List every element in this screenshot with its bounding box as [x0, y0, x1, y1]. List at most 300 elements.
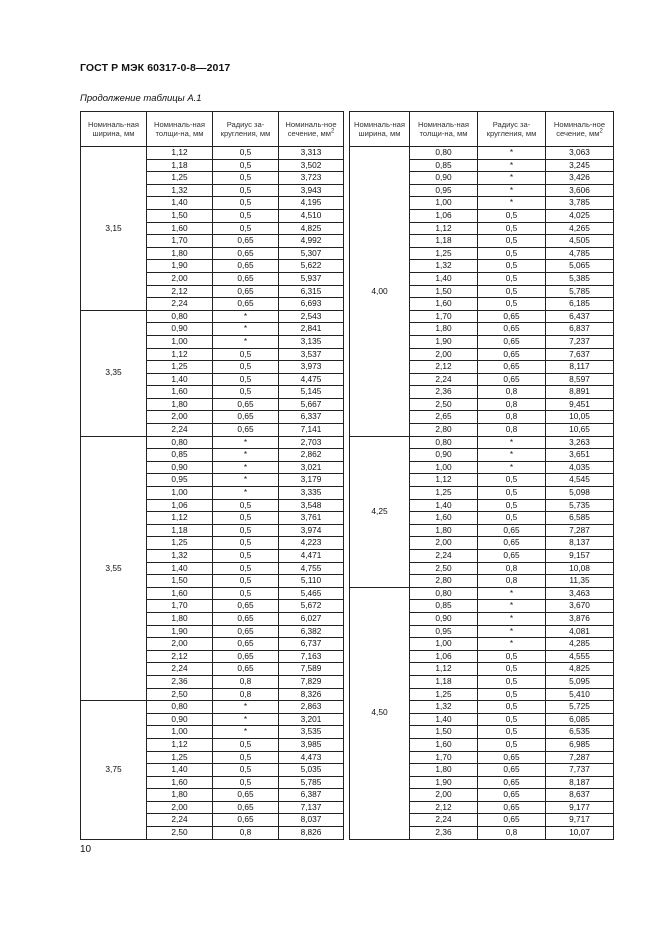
thickness-cell: 1,90 — [410, 776, 478, 789]
column-gap — [344, 612, 350, 625]
thickness-cell: 1,25 — [147, 537, 213, 550]
radius-cell: 0,5 — [478, 650, 546, 663]
table-row — [81, 575, 614, 588]
table-row — [81, 197, 614, 210]
radius-cell: 0,5 — [478, 512, 546, 525]
section-cell: 5,672 — [279, 600, 344, 613]
radius-cell: * — [478, 172, 546, 185]
column-gap — [344, 361, 350, 374]
table-row — [81, 751, 614, 764]
section-cell: 6,387 — [279, 789, 344, 802]
section-cell: 5,785 — [279, 776, 344, 789]
radius-cell: 0,65 — [478, 814, 546, 827]
radius-cell: 0,8 — [478, 424, 546, 437]
radius-cell: 0,5 — [478, 738, 546, 751]
thickness-cell: 1,12 — [410, 222, 478, 235]
radius-cell: 0,8 — [213, 675, 279, 688]
section-cell: 5,385 — [546, 272, 614, 285]
table-row — [81, 361, 614, 374]
nominal-width-cell: 4,25 — [350, 436, 410, 587]
table-row — [81, 726, 614, 739]
section-cell: 3,537 — [279, 348, 344, 361]
section-cell: 3,135 — [279, 335, 344, 348]
section-cell: 4,755 — [279, 562, 344, 575]
section-cell: 4,545 — [546, 474, 614, 487]
table-row — [81, 247, 614, 260]
table-row — [81, 411, 614, 424]
column-gap — [344, 285, 350, 298]
section-cell: 6,382 — [279, 625, 344, 638]
thickness-cell: 2,24 — [147, 298, 213, 311]
radius-cell: 0,65 — [478, 524, 546, 537]
section-cell: 5,735 — [546, 499, 614, 512]
radius-cell: * — [478, 159, 546, 172]
table-row — [81, 424, 614, 437]
thickness-cell: 0,90 — [147, 323, 213, 336]
radius-cell: 0,8 — [478, 386, 546, 399]
radius-cell: 0,65 — [478, 550, 546, 563]
header-row — [81, 112, 614, 147]
column-gap — [344, 562, 350, 575]
section-cell: 4,285 — [546, 638, 614, 651]
section-cell: 8,187 — [546, 776, 614, 789]
radius-cell: 0,65 — [213, 638, 279, 651]
thickness-cell: 0,85 — [410, 159, 478, 172]
header-section: Номиналь-ное сечение, $мм^2$ — [279, 112, 344, 147]
section-cell: 2,863 — [279, 701, 344, 714]
radius-cell: 0,65 — [213, 272, 279, 285]
radius-cell: 0,65 — [478, 335, 546, 348]
radius-cell: 0,65 — [213, 285, 279, 298]
table-row — [81, 550, 614, 563]
thickness-cell: 0,80 — [410, 436, 478, 449]
header-radius: Радиус за-кругления, мм — [478, 112, 546, 147]
thickness-cell: 1,32 — [410, 701, 478, 714]
radius-cell: * — [478, 600, 546, 613]
table-row — [81, 260, 614, 273]
header-width: Номиналь-ная ширина, мм — [81, 112, 147, 147]
radius-cell: * — [213, 335, 279, 348]
radius-cell: * — [213, 487, 279, 500]
radius-cell: * — [478, 612, 546, 625]
table-row — [81, 562, 614, 575]
section-cell: 5,307 — [279, 247, 344, 260]
radius-cell: * — [478, 461, 546, 474]
nominal-width-cell: 3,15 — [81, 147, 147, 311]
thickness-cell: 1,60 — [410, 512, 478, 525]
thickness-cell: 1,12 — [147, 738, 213, 751]
section-cell: 8,137 — [546, 537, 614, 550]
thickness-cell: 1,25 — [147, 361, 213, 374]
section-cell: 6,437 — [546, 310, 614, 323]
header-width: Номиналь-ная ширина, мм — [350, 112, 410, 147]
thickness-cell: 1,60 — [410, 738, 478, 751]
section-cell: 9,717 — [546, 814, 614, 827]
section-cell: 3,670 — [546, 600, 614, 613]
thickness-cell: 1,06 — [410, 209, 478, 222]
radius-cell: 0,65 — [478, 373, 546, 386]
table-row — [81, 600, 614, 613]
radius-cell: 0,65 — [213, 600, 279, 613]
radius-cell: 0,5 — [478, 713, 546, 726]
table-row — [81, 487, 614, 500]
thickness-cell: 1,60 — [147, 776, 213, 789]
thickness-cell: 1,70 — [147, 235, 213, 248]
thickness-cell: 0,90 — [410, 612, 478, 625]
radius-cell: 0,5 — [213, 147, 279, 160]
thickness-cell: 1,50 — [410, 285, 478, 298]
column-gap — [344, 675, 350, 688]
section-cell: 3,723 — [279, 172, 344, 185]
radius-cell: 0,65 — [213, 298, 279, 311]
section-cell: 3,548 — [279, 499, 344, 512]
section-cell: 3,335 — [279, 487, 344, 500]
section-cell: 3,463 — [546, 587, 614, 600]
radius-cell: 0,65 — [213, 650, 279, 663]
radius-cell: * — [478, 638, 546, 651]
table-row — [81, 827, 614, 840]
section-cell: 6,315 — [279, 285, 344, 298]
section-cell: 6,535 — [546, 726, 614, 739]
thickness-cell: 1,25 — [410, 487, 478, 500]
table-row — [81, 512, 614, 525]
section-cell: 7,637 — [546, 348, 614, 361]
column-gap — [344, 738, 350, 751]
column-gap — [344, 713, 350, 726]
column-gap — [344, 801, 350, 814]
table-row — [81, 776, 614, 789]
table-row — [81, 801, 614, 814]
section-cell: 5,095 — [546, 675, 614, 688]
thickness-cell: 0,85 — [410, 600, 478, 613]
nominal-width-cell: 3,35 — [81, 310, 147, 436]
section-cell: 3,426 — [546, 172, 614, 185]
radius-cell: 0,5 — [213, 512, 279, 525]
thickness-cell: 0,80 — [410, 587, 478, 600]
thickness-cell: 2,24 — [147, 424, 213, 437]
section-cell: 3,606 — [546, 184, 614, 197]
table-row — [81, 524, 614, 537]
thickness-cell: 1,70 — [147, 600, 213, 613]
thickness-cell: 2,00 — [410, 789, 478, 802]
table-row — [81, 172, 614, 185]
thickness-cell: 1,80 — [410, 524, 478, 537]
section-cell: 6,027 — [279, 612, 344, 625]
radius-cell: 0,65 — [478, 801, 546, 814]
column-gap — [344, 814, 350, 827]
column-gap — [344, 373, 350, 386]
section-cell: 3,876 — [546, 612, 614, 625]
column-gap — [344, 172, 350, 185]
thickness-cell: 1,60 — [147, 386, 213, 399]
thickness-cell: 1,90 — [147, 625, 213, 638]
radius-cell: 0,8 — [213, 827, 279, 840]
section-cell: 5,937 — [279, 272, 344, 285]
thickness-cell: 1,18 — [410, 675, 478, 688]
table-row — [81, 436, 614, 449]
radius-cell: 0,5 — [213, 738, 279, 751]
radius-cell: 0,65 — [213, 814, 279, 827]
column-gap — [344, 424, 350, 437]
thickness-cell: 1,90 — [410, 335, 478, 348]
radius-cell: * — [478, 184, 546, 197]
radius-cell: 0,5 — [213, 537, 279, 550]
section-cell: 6,185 — [546, 298, 614, 311]
table-row — [81, 373, 614, 386]
thickness-cell: 1,40 — [410, 713, 478, 726]
thickness-cell: 0,80 — [147, 701, 213, 714]
section-cell: 2,543 — [279, 310, 344, 323]
section-cell: 8,826 — [279, 827, 344, 840]
section-cell: 6,085 — [546, 713, 614, 726]
column-gap — [344, 638, 350, 651]
thickness-cell: 1,80 — [147, 247, 213, 260]
radius-cell: * — [478, 587, 546, 600]
thickness-cell: 2,12 — [410, 361, 478, 374]
document-title: ГОСТ Р МЭК 60317-0-8—2017 — [80, 62, 231, 74]
section-cell: 5,465 — [279, 587, 344, 600]
table-row — [81, 537, 614, 550]
table-body — [81, 147, 614, 840]
radius-cell: 0,5 — [213, 172, 279, 185]
section-cell: 10,65 — [546, 424, 614, 437]
section-cell: 4,195 — [279, 197, 344, 210]
thickness-cell: 2,00 — [147, 638, 213, 651]
thickness-cell: 1,70 — [410, 751, 478, 764]
radius-cell: 0,65 — [213, 398, 279, 411]
table-row — [81, 184, 614, 197]
radius-cell: * — [478, 436, 546, 449]
column-gap — [344, 688, 350, 701]
table-row — [81, 323, 614, 336]
section-cell: 5,410 — [546, 688, 614, 701]
thickness-cell: 1,80 — [147, 789, 213, 802]
section-cell: 7,237 — [546, 335, 614, 348]
radius-cell: 0,5 — [213, 575, 279, 588]
thickness-cell: 1,60 — [147, 222, 213, 235]
section-cell: 8,597 — [546, 373, 614, 386]
column-gap — [344, 247, 350, 260]
table-row — [81, 209, 614, 222]
radius-cell: 0,5 — [213, 776, 279, 789]
column-gap — [344, 222, 350, 235]
thickness-cell: 2,80 — [410, 575, 478, 588]
radius-cell: 0,5 — [213, 751, 279, 764]
thickness-cell: 0,95 — [410, 625, 478, 638]
thickness-cell: 1,80 — [410, 323, 478, 336]
table-row — [81, 638, 614, 651]
column-gap — [344, 499, 350, 512]
thickness-cell: 2,00 — [147, 411, 213, 424]
section-cell: 5,035 — [279, 764, 344, 777]
thickness-cell: 0,95 — [147, 474, 213, 487]
column-gap — [344, 335, 350, 348]
radius-cell: 0,65 — [478, 323, 546, 336]
table-row — [81, 650, 614, 663]
column-gap — [344, 323, 350, 336]
table-row — [81, 474, 614, 487]
section-cell: 7,589 — [279, 663, 344, 676]
table-row — [81, 625, 614, 638]
thickness-cell: 1,60 — [410, 298, 478, 311]
radius-cell: 0,65 — [213, 411, 279, 424]
section-cell: 4,505 — [546, 235, 614, 248]
thickness-cell: 2,65 — [410, 411, 478, 424]
radius-cell: 0,65 — [213, 625, 279, 638]
column-gap — [344, 537, 350, 550]
thickness-cell: 1,32 — [147, 184, 213, 197]
thickness-cell: 2,24 — [147, 814, 213, 827]
column-gap — [344, 348, 350, 361]
thickness-cell: 1,00 — [147, 335, 213, 348]
radius-cell: 0,5 — [213, 159, 279, 172]
radius-cell: 0,5 — [478, 209, 546, 222]
radius-cell: 0,5 — [478, 663, 546, 676]
section-cell: 4,035 — [546, 461, 614, 474]
thickness-cell: 1,50 — [410, 726, 478, 739]
radius-cell: 0,65 — [213, 801, 279, 814]
radius-cell: 0,65 — [478, 776, 546, 789]
section-cell: 5,725 — [546, 701, 614, 714]
section-cell: 3,974 — [279, 524, 344, 537]
radius-cell: 0,65 — [478, 310, 546, 323]
section-cell: 6,585 — [546, 512, 614, 525]
section-cell: 2,862 — [279, 449, 344, 462]
table-row — [81, 814, 614, 827]
data-table — [80, 111, 614, 840]
column-gap — [344, 298, 350, 311]
section-cell: 4,785 — [546, 247, 614, 260]
thickness-cell: 1,06 — [147, 499, 213, 512]
section-cell: 5,667 — [279, 398, 344, 411]
section-cell: 8,326 — [279, 688, 344, 701]
thickness-cell: 1,32 — [410, 260, 478, 273]
thickness-cell: 1,40 — [147, 764, 213, 777]
table-row — [81, 235, 614, 248]
thickness-cell: 0,80 — [410, 147, 478, 160]
thickness-cell: 2,24 — [410, 373, 478, 386]
section-cell: 4,265 — [546, 222, 614, 235]
section-cell: 6,737 — [279, 638, 344, 651]
table-row — [81, 789, 614, 802]
column-gap — [344, 827, 350, 840]
section-cell: 7,829 — [279, 675, 344, 688]
thickness-cell: 1,60 — [147, 587, 213, 600]
radius-cell: 0,65 — [213, 235, 279, 248]
thickness-cell: 1,40 — [147, 373, 213, 386]
radius-cell: 0,5 — [213, 373, 279, 386]
radius-cell: * — [213, 474, 279, 487]
radius-cell: * — [478, 147, 546, 160]
header-section: Номиналь-ное сечение, $мм^2$ — [546, 112, 614, 147]
section-cell: 6,693 — [279, 298, 344, 311]
table-row — [81, 398, 614, 411]
thickness-cell: 1,06 — [410, 650, 478, 663]
radius-cell: 0,5 — [478, 487, 546, 500]
table-row — [81, 587, 614, 600]
radius-cell: 0,5 — [213, 222, 279, 235]
section-cell: 3,502 — [279, 159, 344, 172]
radius-cell: 0,8 — [478, 575, 546, 588]
table-row — [81, 499, 614, 512]
radius-cell: 0,5 — [213, 562, 279, 575]
table-caption: Продолжение таблицы А.1 — [80, 93, 202, 104]
radius-cell: * — [213, 461, 279, 474]
column-gap — [344, 184, 350, 197]
thickness-cell: 2,50 — [147, 827, 213, 840]
radius-cell: * — [478, 197, 546, 210]
section-cell: 7,287 — [546, 751, 614, 764]
thickness-cell: 1,12 — [147, 348, 213, 361]
table-row — [81, 222, 614, 235]
nominal-width-cell: 4,00 — [350, 147, 410, 437]
radius-cell: * — [478, 449, 546, 462]
section-cell: 5,110 — [279, 575, 344, 588]
thickness-cell: 2,50 — [410, 398, 478, 411]
thickness-cell: 2,24 — [410, 814, 478, 827]
radius-cell: 0,65 — [213, 260, 279, 273]
section-cell: 8,037 — [279, 814, 344, 827]
thickness-cell: 2,36 — [410, 386, 478, 399]
section-cell: 3,651 — [546, 449, 614, 462]
thickness-cell: 2,24 — [410, 550, 478, 563]
section-cell: 4,473 — [279, 751, 344, 764]
radius-cell: 0,5 — [478, 285, 546, 298]
section-cell: 4,992 — [279, 235, 344, 248]
section-cell: 2,841 — [279, 323, 344, 336]
column-gap — [344, 487, 350, 500]
radius-cell: 0,5 — [213, 764, 279, 777]
section-cell: 11,35 — [546, 575, 614, 588]
radius-cell: 0,8 — [478, 398, 546, 411]
radius-cell: 0,5 — [478, 298, 546, 311]
section-cell: 9,451 — [546, 398, 614, 411]
thickness-cell: 2,00 — [147, 272, 213, 285]
column-gap — [344, 411, 350, 424]
radius-cell: 0,5 — [478, 726, 546, 739]
thickness-cell: 2,36 — [410, 827, 478, 840]
section-cell: 3,021 — [279, 461, 344, 474]
table-row — [81, 713, 614, 726]
thickness-cell: 0,90 — [410, 449, 478, 462]
radius-cell: 0,8 — [478, 562, 546, 575]
section-cell: 3,535 — [279, 726, 344, 739]
section-cell: 7,737 — [546, 764, 614, 777]
thickness-cell: 1,80 — [147, 398, 213, 411]
column-gap — [344, 449, 350, 462]
page-number: 10 — [80, 844, 92, 855]
thickness-cell: 1,40 — [147, 197, 213, 210]
section-cell: 9,177 — [546, 801, 614, 814]
table-row — [81, 335, 614, 348]
radius-cell: 0,65 — [478, 348, 546, 361]
radius-cell: 0,5 — [213, 386, 279, 399]
thickness-cell: 2,50 — [410, 562, 478, 575]
radius-cell: 0,65 — [478, 361, 546, 374]
thickness-cell: 1,40 — [410, 272, 478, 285]
table-row — [81, 688, 614, 701]
section-cell: 3,761 — [279, 512, 344, 525]
radius-cell: * — [213, 323, 279, 336]
section-cell: 5,622 — [279, 260, 344, 273]
section-cell: 3,179 — [279, 474, 344, 487]
section-cell: 9,157 — [546, 550, 614, 563]
radius-cell: 0,8 — [478, 411, 546, 424]
section-cell: 6,985 — [546, 738, 614, 751]
radius-cell: 0,5 — [213, 184, 279, 197]
section-cell: 3,785 — [546, 197, 614, 210]
column-gap — [344, 764, 350, 777]
